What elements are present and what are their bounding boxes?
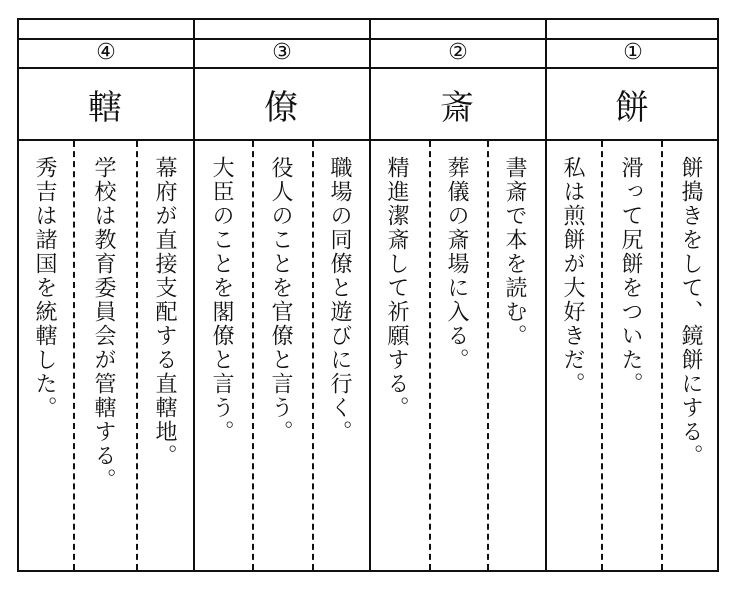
group-kanji: 餅 [615,87,651,128]
example-sentence: 精進潔斎して祈願する。 [384,156,409,420]
example-sentence: 滑って尻餅をついた。 [618,156,643,396]
sentence-divider [661,141,663,570]
sentence-divider [487,141,489,570]
example-sentence: 学校は教育委員会が管轄する。 [91,156,116,492]
group-number: ③ [272,40,292,65]
group-number: ④ [96,40,116,65]
header-divider-bottom [19,139,717,141]
sentence-divider [252,141,254,570]
sentence-divider [312,141,314,570]
example-sentence: 幕府が直接支配する直轄地。 [152,156,177,468]
example-sentence: 書斎で本を読む。 [502,156,527,348]
group-number: ② [448,40,468,65]
group-kanji: 斎 [440,87,476,128]
sentence-divider [136,141,138,570]
example-sentence: 秀吉は諸国を統轄した。 [32,156,57,420]
group-number: ① [623,40,643,65]
example-sentence: 職場の同僚と遊びに行く。 [327,156,352,444]
example-sentence: 餅搗きをして、鏡餅にする。 [678,156,703,468]
example-sentence: 大臣のことを閣僚と言う。 [209,156,234,444]
sentence-divider [73,141,75,570]
kanji-practice-table [17,18,719,572]
example-sentence: 私は煎餅が大好きだ。 [560,156,585,396]
example-sentence: 葬儀の斎場に入る。 [444,156,469,372]
sentence-divider [429,141,431,570]
example-sentence: 役人のことを官僚と言う。 [268,156,293,444]
group-kanji: 僚 [264,87,300,128]
sentence-divider [601,141,603,570]
group-kanji: 轄 [88,87,124,128]
